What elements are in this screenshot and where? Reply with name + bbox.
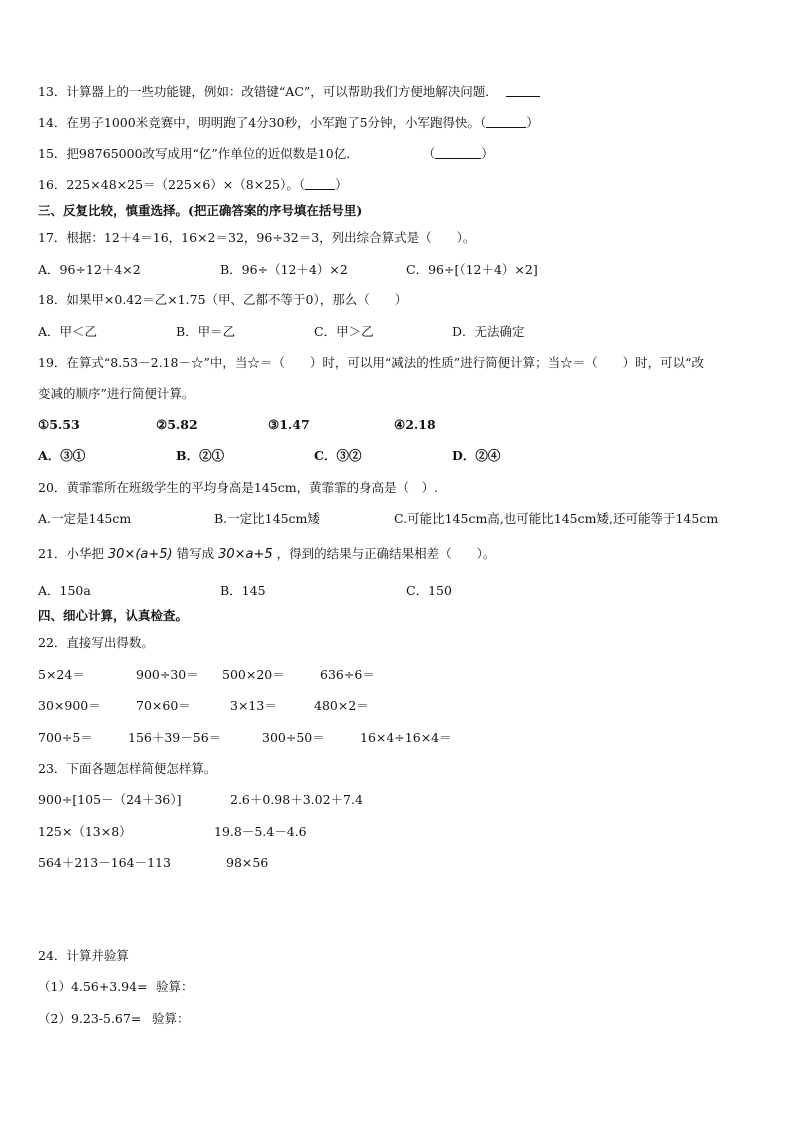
q22-item: 156＋39－56＝: [128, 730, 222, 745]
q18-option-a[interactable]: A．甲＜乙: [38, 324, 98, 339]
q22-item: 480×2＝: [314, 698, 369, 713]
q23-item: 900÷[105－（24＋36）]: [38, 792, 182, 807]
q21-option-a[interactable]: A．150a: [38, 583, 91, 598]
question-19-stem-line2: 变减的顺序”进行简便计算。: [38, 386, 195, 401]
question-15: [38, 146, 494, 162]
q22-item: 300÷50＝: [262, 730, 325, 745]
q23-item: 2.6＋0.98＋3.02＋7.4: [230, 792, 363, 807]
answer-blank[interactable]: [305, 177, 335, 190]
q23-item: 98×56: [226, 855, 269, 870]
q18-option-d[interactable]: D．无法确定: [452, 324, 525, 339]
question-16-text: 16．225×48×25＝（225×6）×（8×25）。（: [38, 177, 306, 192]
q17-option-c[interactable]: C．96÷[（12＋4）×2]: [406, 262, 538, 277]
question-19-stem-line1: 19．在算式“8.53－2.18－☆”中，当☆＝（ ）时，可以用“减法的性质”进行简便计算；当☆＝（ ）时，可以“改: [38, 355, 705, 370]
question-14: [38, 115, 539, 131]
q19-choice-1: ①5.53: [38, 417, 80, 432]
q19-choice-2: ②5.82: [156, 417, 198, 432]
question-13: [38, 84, 540, 100]
q22-item: 70×60＝: [136, 698, 191, 713]
question-15-open: （: [422, 146, 436, 161]
q19-choice-4: ④2.18: [394, 417, 436, 432]
question-20-stem: 20．黄霏霏所在班级学生的平均身高是145cm，黄霏霏的身高是（ ）.: [38, 480, 439, 495]
q17-option-a[interactable]: A．96÷12＋4×2: [38, 262, 141, 277]
section-3-title: 三、反复比较，慎重选择。(把正确答案的序号填在括号里): [38, 203, 363, 218]
question-17-stem: 17．根据：12＋4＝16，16×2＝32，96÷32＝3，列出综合算式是（ ）。: [38, 230, 476, 245]
q23-item: 125×（13×8）: [38, 824, 132, 839]
answer-blank[interactable]: [486, 115, 526, 128]
q19-option-b[interactable]: B．②①: [176, 448, 225, 463]
q18-option-b[interactable]: B．甲＝乙: [176, 324, 236, 339]
q23-item: 19.8－5.4－4.6: [214, 824, 307, 839]
q24-item-2-check-label: 验算：: [152, 1011, 190, 1026]
q19-option-d[interactable]: D．②④: [452, 448, 501, 463]
q19-option-c[interactable]: C．③②: [314, 448, 362, 463]
question-15-text: 15．把98765000改写成用“亿”作单位的近似数是10亿．: [38, 146, 359, 161]
q24-item-2-expression: （2）9.23-5.67=: [38, 1011, 142, 1026]
q21-correct-expression: 30×(a+5): [107, 547, 173, 562]
question-18-stem: 18．如果甲×0.42＝乙×1.75（甲、乙都不等于0），那么（ ）: [38, 292, 408, 307]
question-13-text: 13．计算器上的一些功能键，例如：改错键“AC”，可以帮助我们方便地解决问题．: [38, 84, 498, 99]
q22-item: 636÷6＝: [320, 667, 375, 682]
q21-option-b[interactable]: B．145: [220, 583, 266, 598]
q24-item-1-expression: （1）4.56+3.94=: [38, 979, 148, 994]
q22-item: 16×4÷16×4＝: [360, 730, 452, 745]
q19-choice-3: ③1.47: [268, 417, 310, 432]
question-14-close: ）: [526, 115, 539, 130]
q20-option-a[interactable]: A.一定是145cm: [38, 511, 132, 526]
q22-item: 30×900＝: [38, 698, 101, 713]
q21-wrong-expression: 30×a+5: [218, 547, 273, 562]
q21-suffix: ，得到的结果与正确结果相差（ ）。: [276, 546, 496, 561]
question-21-stem: [38, 546, 495, 563]
q21-prefix: 21．小华把: [38, 546, 104, 561]
section-4-title: 四、细心计算，认真检查。: [38, 608, 189, 623]
q23-item: 564＋213－164－113: [38, 855, 171, 870]
answer-blank[interactable]: [506, 84, 540, 97]
question-16: [38, 177, 348, 193]
question-15-close: ）: [481, 146, 494, 161]
question-16-close: ）: [335, 177, 348, 192]
q19-option-a[interactable]: A．③①: [38, 448, 86, 463]
q20-option-b[interactable]: B.一定比145cm矮: [214, 511, 320, 526]
question-24-title: 24．计算并验算: [38, 948, 129, 963]
q17-option-b[interactable]: B．96÷（12＋4）×2: [220, 262, 348, 277]
q22-item: 3×13＝: [230, 698, 277, 713]
q22-item: 500×20＝: [222, 667, 285, 682]
q22-item: 700÷5＝: [38, 730, 93, 745]
q22-item: 5×24＝: [38, 667, 85, 682]
question-23-title: 23．下面各题怎样简便怎样算。: [38, 761, 217, 776]
question-14-text: 14．在男子1000米竞赛中，明明跑了4分30秒，小军跑了5分钟，小军跑得快。（: [38, 115, 487, 130]
answer-blank[interactable]: [435, 146, 481, 159]
question-22-title: 22．直接写出得数。: [38, 635, 154, 650]
q21-middle: 错写成: [176, 546, 215, 561]
q22-item: 900÷30＝: [136, 667, 199, 682]
q21-option-c[interactable]: C．150: [406, 583, 452, 598]
q18-option-c[interactable]: C．甲＞乙: [314, 324, 374, 339]
q20-option-c[interactable]: C.可能比145cm高,也可能比145cm矮,还可能等于145cm: [394, 511, 719, 526]
q24-item-1-check-label: 验算：: [156, 979, 194, 994]
